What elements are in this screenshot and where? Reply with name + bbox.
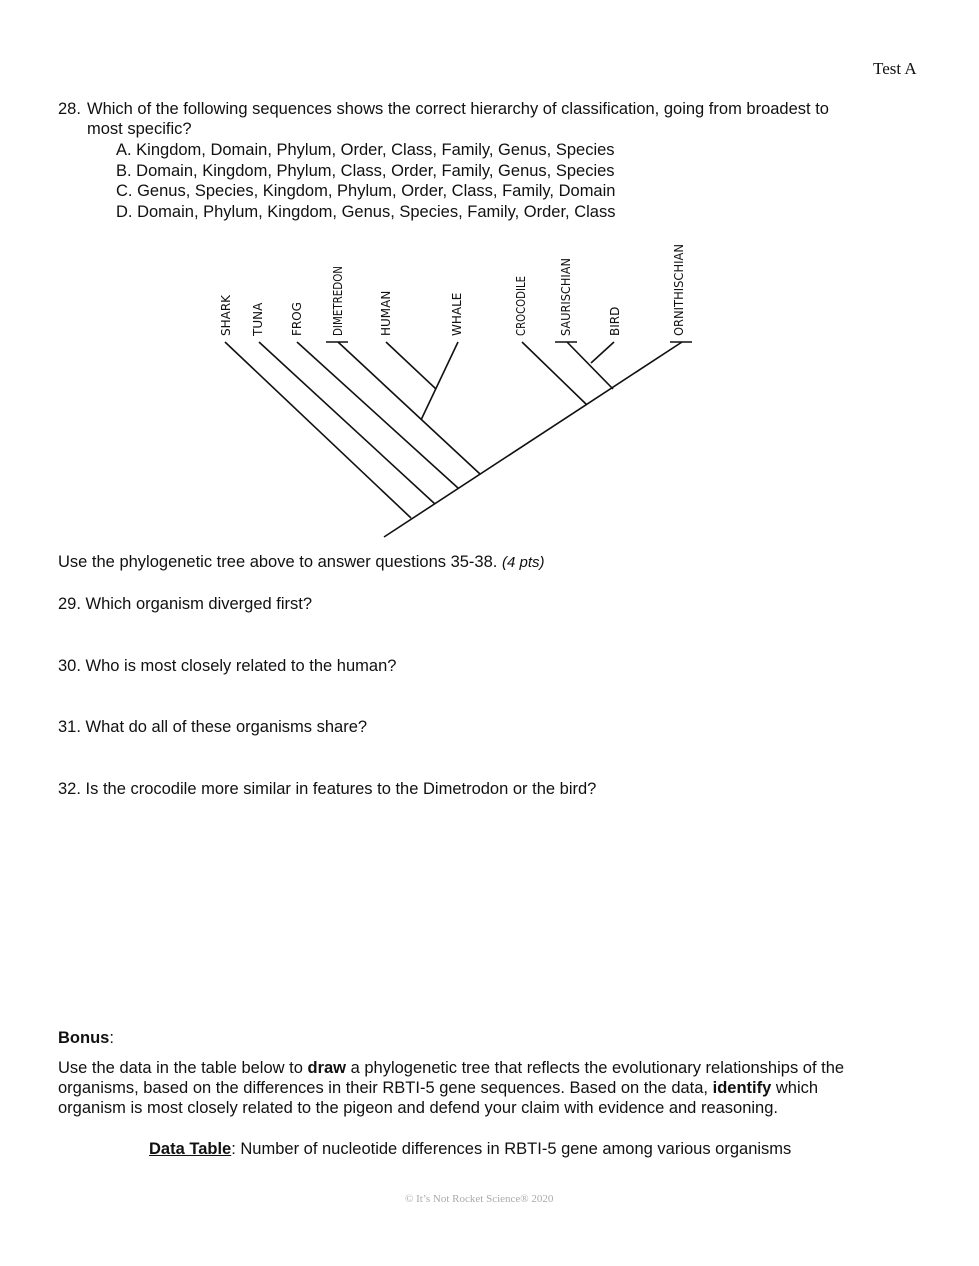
bonus-line-2 (58, 1078, 818, 1098)
bonus-identify: identify (712, 1079, 772, 1097)
label-bird: BIRD (608, 306, 622, 336)
branch-dimetredon (338, 342, 480, 474)
phylogenetic-tree (0, 0, 979, 560)
bonus-heading (58, 1028, 114, 1048)
bonus-colon: : (109, 1029, 114, 1047)
q28-text: Which of the following sequences shows the correct hierarchy of classification, going from broadest to (87, 100, 829, 118)
q28-option-b: B. Domain, Kingdom, Phylum, Class, Order, Family, Genus, Species (116, 162, 615, 180)
label-whale: WHALE (450, 292, 464, 336)
label-ornithischian: ORNITHISCHIAN (672, 240, 686, 336)
label-tuna: TUNA (251, 302, 265, 336)
question-30: 30. Who is most closely related to the human? (58, 657, 397, 675)
data-table-caption (149, 1139, 791, 1159)
branch-shark (225, 342, 411, 518)
points-label: (4 pts) (501, 554, 545, 571)
bonus-text: organisms, based on the differences in their RBTI-5 gene sequences. Based on the data, (58, 1079, 713, 1097)
label-dimetredon: DIMETREDON (331, 254, 345, 336)
tree-instruction (58, 552, 544, 573)
question-32: 32. Is the crocodile more similar in features to the Dimetrodon or the bird? (58, 780, 597, 798)
q28-text-2: most specific? (87, 120, 192, 138)
bonus-title: Bonus (58, 1029, 110, 1047)
bonus-text: which (771, 1079, 819, 1097)
branch-frog (297, 342, 458, 488)
bonus-text: Use the data in the table below to (58, 1059, 308, 1077)
bonus-line-3: organism is most closely related to the pigeon and defend your claim with evidence and reasoning. (58, 1099, 778, 1117)
tree-trunk (384, 342, 682, 537)
q28-number: 28. (58, 100, 81, 118)
branch-tuna (259, 342, 435, 504)
label-frog: FROG (290, 302, 304, 336)
q28-option-c: C. Genus, Species, Kingdom, Phylum, Order, Class, Family, Domain (116, 182, 616, 200)
data-table-label: Data Table (149, 1140, 232, 1158)
label-human: HUMAN (379, 290, 393, 336)
copyright-footer: © It’s Not Rocket Science® 2020 (405, 1193, 554, 1205)
question-31: 31. What do all of these organisms share? (58, 718, 368, 736)
branch-human (386, 342, 436, 389)
label-saurischian: SAURISCHIAN (559, 253, 573, 336)
question-29: 29. Which organism diverged first? (58, 595, 313, 613)
instruction-text: Use the phylogenetic tree above to answer questions 35-38. (58, 553, 498, 571)
bonus-line-1 (58, 1058, 844, 1078)
test-label: Test A (873, 59, 917, 78)
caption-text: : Number of nucleotide differences in RBTI-5 gene among various organisms (231, 1140, 792, 1158)
branch-bird (591, 342, 614, 363)
q28-option-a: A. Kingdom, Domain, Phylum, Order, Class, Family, Genus, Species (116, 141, 615, 159)
q28-option-d: D. Domain, Phylum, Kingdom, Genus, Species, Family, Order, Class (116, 203, 616, 221)
bonus-draw: draw (307, 1059, 347, 1077)
label-crocodile: CROCODILE (514, 264, 528, 336)
bonus-text: a phylogenetic tree that reflects the evolutionary relationships of the (346, 1059, 845, 1077)
label-shark: SHARK (219, 294, 233, 336)
